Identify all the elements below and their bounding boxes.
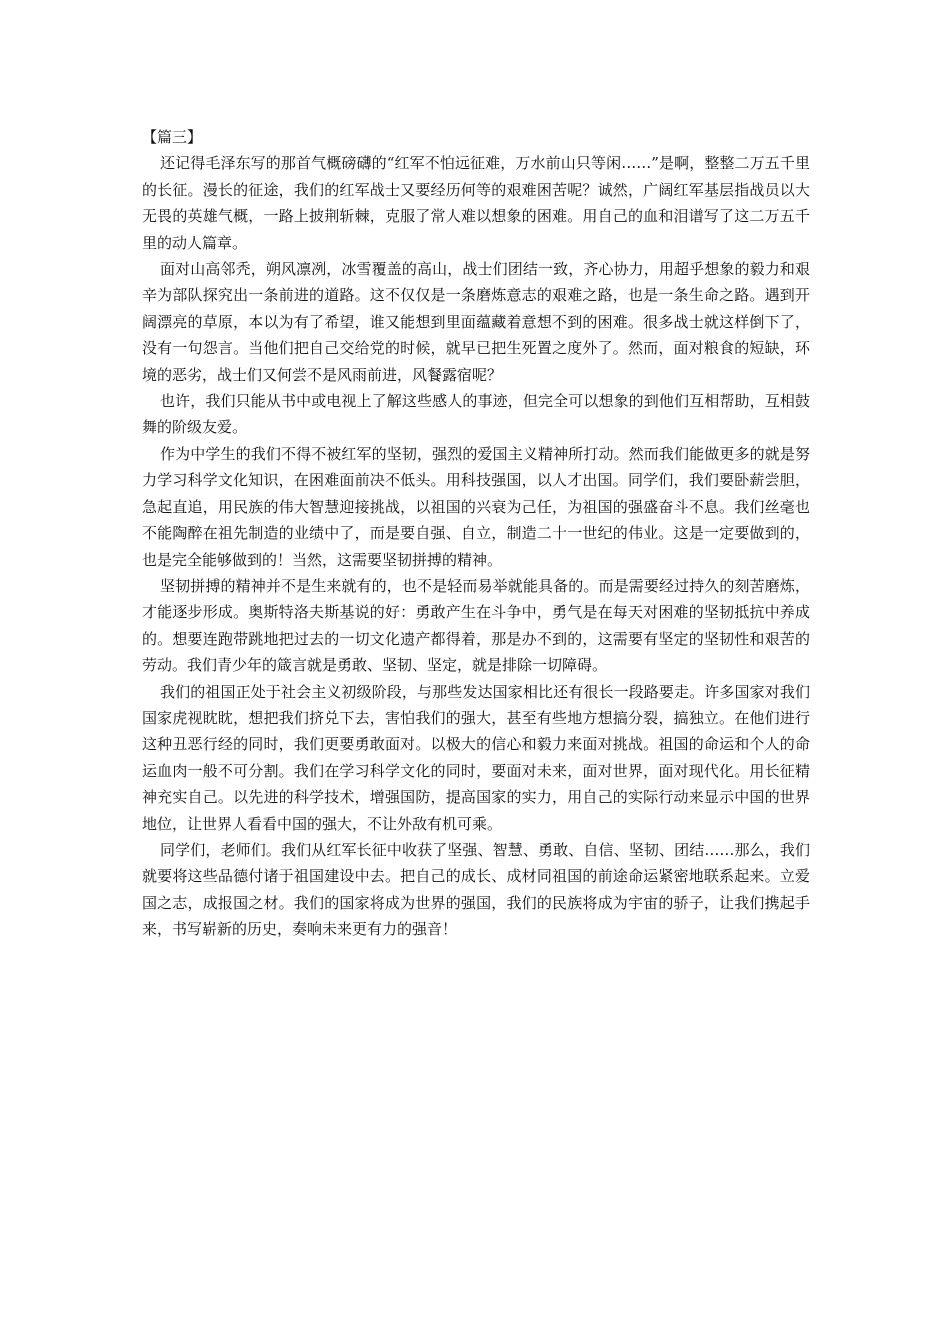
paragraph-4: 作为中学生的我们不得不被红军的坚韧，强烈的爱国主义精神所打动。然而我们能做更多的就是努力学习科学文化知识，在困难面前决不低头。用科技强国，以人才出国。同学们，我们要卧薪尝胆，急起直追，用民族的伟大智慧迎接挑战，以祖国的兴衰为己任，为祖国的强盛奋斗不息。我们丝毫也不能陶醉在祖先制造的业绩中了，而是要自强、自立，制造二十一世纪的伟业。这是一定要做到的，也是完全能够做到的！当然，这需要坚韧拼搏的精神。 bbox=[142, 444, 810, 569]
paragraph-6: 我们的祖国正处于社会主义初级阶段，与那些发达国家相比还有很长一段路要走。许多国家对我们国家虎视眈眈，想把我们挤兑下去，害怕我们的强大，甚至有些地方想搞分裂，搞独立。在他们进行这种丑恶行经的同时，我们更要勇敢面对。以极大的信心和毅力来面对挑战。祖国的命运和个人的命运血肉一般不可分割。我们在学习科学文化的同时，要面对未来，面对世界，面对现代化。用长征精神充实自己。以先进的科学技术，增强国防，提高国家的实力，用自己的实际行动来显示中国的世界地位，让世界人看看中国的强大，不让外敌有机可乘。 bbox=[142, 682, 810, 833]
paragraph-7: 同学们，老师们。我们从红军长征中收获了坚强、智慧、勇敢、自信、坚韧、团结……那么，我们就要将这些品德付诸于祖国建设中去。把自己的成长、成材同祖国的前途命运紧密地联系起来。立爱国之志，成报国之材。我们的国家将成为世界的强国，我们的民族将成为宇宙的骄子，让我们携起手来，书写崭新的历史，奏响未来更有力的强音！ bbox=[142, 840, 810, 939]
paragraph-3: 也许，我们只能从书中或电视上了解这些感人的事迹，但完全可以想象的到他们互相帮助，互相鼓舞的阶级友爱。 bbox=[142, 392, 810, 437]
section-heading: 【篇三】 bbox=[142, 128, 203, 146]
paragraph-2: 面对山高邻秃，朔风凛冽，冰雪覆盖的高山，战士们团结一致，齐心协力，用超乎想象的毅力和艰辛为部队探究出一条前进的道路。这不仅仅是一条磨炼意志的艰难之路，也是一条生命之路。遇到开阔漂亮的草原，本以为有了希望，谁又能想到里面蕴藏着意想不到的困难。很多战士就这样倒下了，没有一句怨言。当他们把自己交给党的时候，就早已把生死置之度外了。然而，面对粮食的短缺，环境的恶劣，战士们又何尝不是风雨前进，风餐露宿呢？ bbox=[142, 260, 810, 384]
paragraph-1: 还记得毛泽东写的那首气概磅礴的“红军不怕远征难，万水前山只等闲……”是啊，整整二万五千里的长征。漫长的征途，我们的红军战士又要经历何等的艰难困苦呢？诚然，广阔红军基层指战员以大无畏的英雄气概，一路上披荆斩棘，克服了常人难以想象的困难。用自己的血和泪谱写了这二万五千里的动人篇章。 bbox=[142, 154, 810, 252]
document-body bbox=[142, 124, 810, 943]
paragraph-5: 坚韧拼搏的精神并不是生来就有的，也不是轻而易举就能具备的。而是需要经过持久的刻苦磨炼，才能逐步形成。奥斯特洛夫斯基说的好：勇敢产生在斗争中，勇气是在每天对困难的坚韧抵抗中养成的。想要连跑带跳地把过去的一切文化遗产都得着，那是办不到的，这需要有坚定的坚韧性和艰苦的劳动。我们青少年的箴言就是勇敢、坚韧、坚定，就是排除一切障碍。 bbox=[142, 576, 810, 675]
